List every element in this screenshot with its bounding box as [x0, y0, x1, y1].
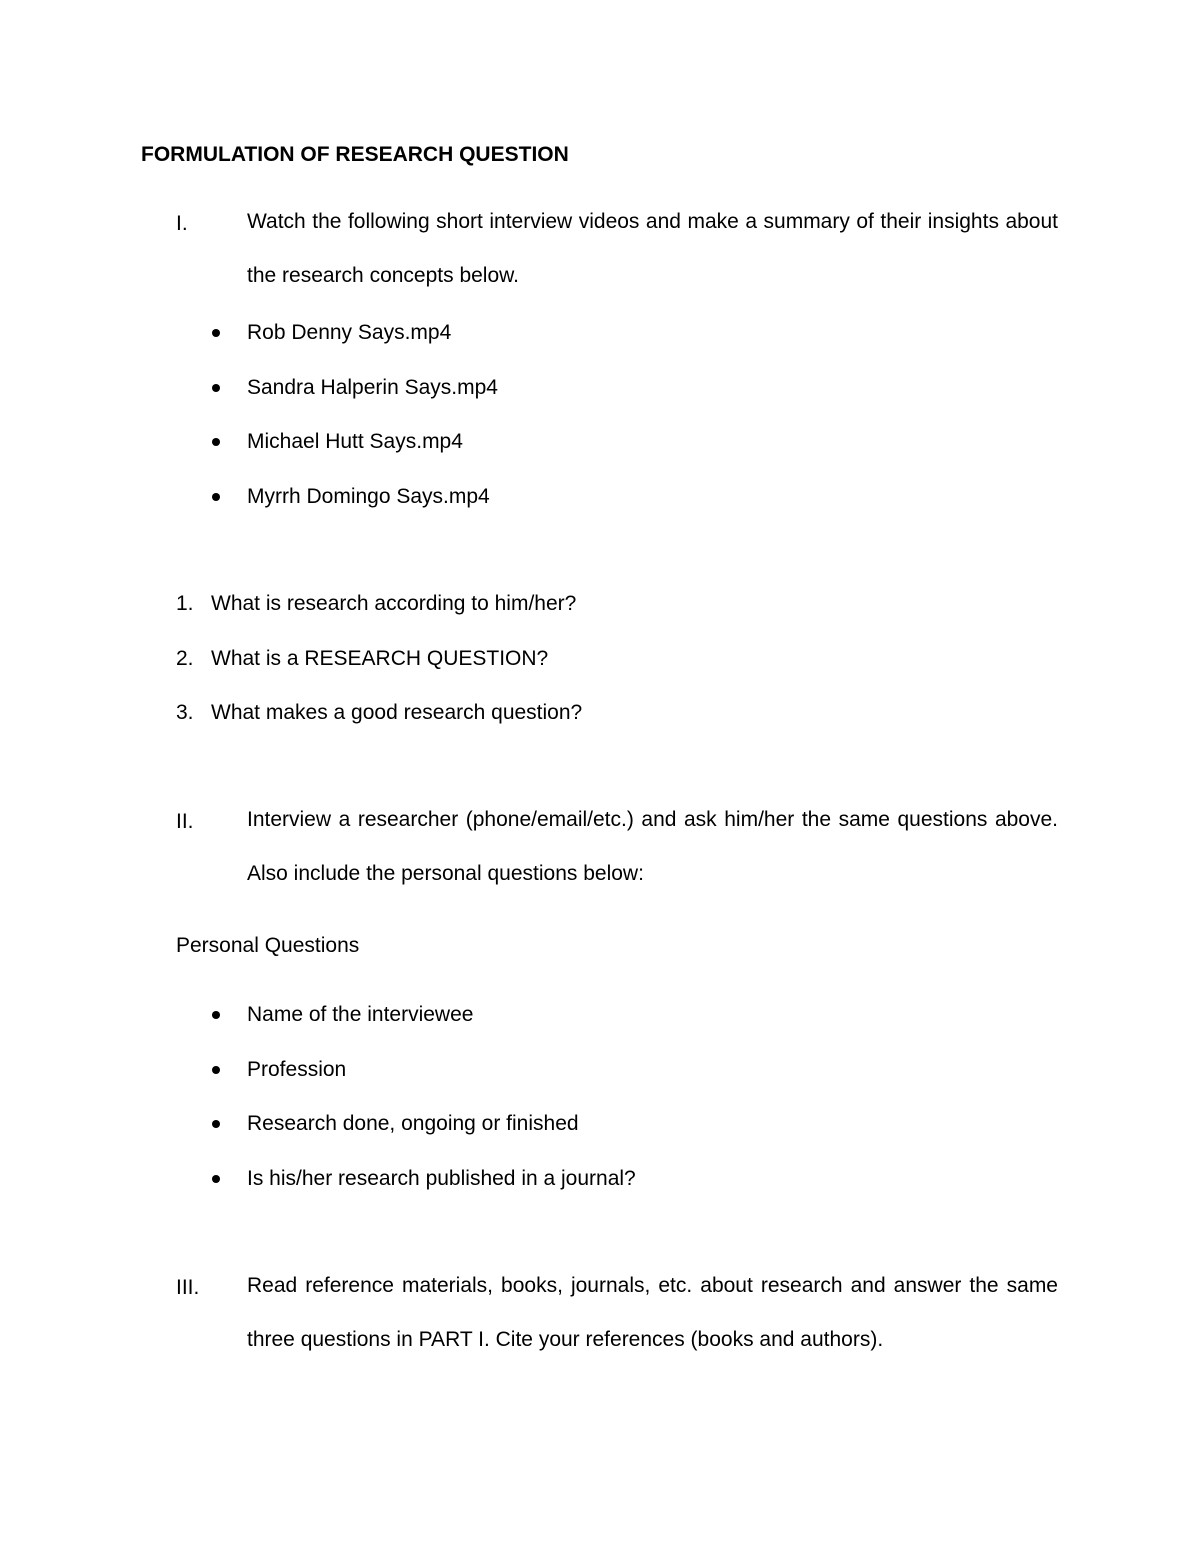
- bullet-icon: [212, 1011, 220, 1019]
- personal-questions-list: [212, 1005, 636, 1223]
- list-item: 1. What is research according to him/her?: [176, 592, 577, 615]
- bullet-icon: [212, 1175, 220, 1183]
- video-list: [212, 323, 498, 541]
- part-1-numeral: I.: [176, 212, 188, 235]
- bullet-icon: [212, 1120, 220, 1128]
- list-item: Myrrh Domingo Says.mp4: [212, 487, 498, 542]
- part-2-numeral: II.: [176, 810, 194, 833]
- question-list: [176, 594, 582, 758]
- list-item: 3. What makes a good research question?: [176, 701, 583, 724]
- bullet-icon: [212, 438, 220, 446]
- list-item: Name of the interviewee: [212, 1005, 636, 1060]
- list-item: Is his/her research published in a journal?: [212, 1169, 636, 1224]
- list-item: 2. What is a RESEARCH QUESTION?: [176, 646, 549, 670]
- part-2-instructions: Interview a researcher (phone/email/etc.) and ask him/her the same questions above. Also include the personal questions below:: [247, 808, 1058, 885]
- bullet-icon: [212, 493, 220, 501]
- list-item: Rob Denny Says.mp4: [212, 323, 498, 378]
- part-1-instructions: Watch the following short interview videos and make a summary of their insights about the research concepts below.: [247, 210, 1058, 287]
- bullet-icon: [212, 329, 220, 337]
- bullet-icon: [212, 1066, 220, 1074]
- bullet-icon: [212, 384, 220, 392]
- list-item: Profession: [212, 1060, 636, 1115]
- part-3-instructions: Read reference materials, books, journals, etc. about research and answer the same three questions in PART I. Cite your references (books and authors).: [247, 1274, 1058, 1351]
- list-item: Michael Hutt Says.mp4: [212, 432, 498, 487]
- list-item: Sandra Halperin Says.mp4: [212, 378, 498, 433]
- personal-questions-heading: Personal Questions: [176, 934, 360, 957]
- part-3-numeral: III.: [176, 1276, 200, 1299]
- document-title: FORMULATION OF RESEARCH QUESTION: [141, 143, 569, 166]
- list-item: Research done, ongoing or finished: [212, 1114, 636, 1169]
